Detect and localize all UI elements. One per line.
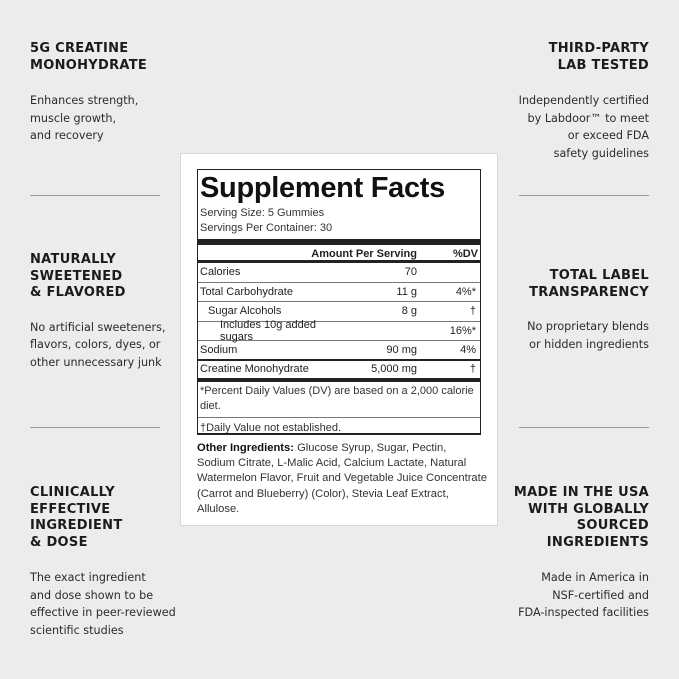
row-amount: 90 mg bbox=[386, 343, 417, 356]
feature-description: Made in America in NSF-certified and FDA-inspected facilities bbox=[518, 571, 649, 620]
facts-title: Supplement Facts bbox=[200, 172, 445, 204]
table-row bbox=[198, 341, 480, 361]
row-dv: 16%* bbox=[449, 324, 476, 337]
feature-title: 5G CREATINE MONOHYDRATE bbox=[30, 41, 148, 73]
feature-description: No artificial sweeteners, flavors, colors, dyes, or other unnecessary junk bbox=[30, 320, 166, 369]
supplement-facts-table bbox=[197, 169, 481, 433]
row-label: Total Carbohydrate bbox=[200, 285, 293, 298]
feature-title: MADE IN THE USA WITH GLOBALLY SOURCED INGREDIENTS bbox=[513, 485, 649, 550]
feature-title: NATURALLY SWEETENED & FLAVORED bbox=[30, 252, 126, 300]
row-amount: 11 g bbox=[396, 285, 417, 298]
other-ingredients-text: Glucose Syrup, Sugar, Pectin, Sodium Citrate, L-Malic Acid, Calcium Lactate, Natural Watermelon Flavor, Fruit and Vegetable Juice Concentrate (Carrot and Blueberry) (Color), Stevia Leaf Extract, Allulose. bbox=[197, 442, 487, 515]
row-label: Sugar Alcohols bbox=[208, 305, 282, 318]
feature-description: The exact ingredient and dose shown to be effective in peer-reviewed scientific studies bbox=[30, 571, 176, 638]
table-row bbox=[198, 263, 480, 283]
feature-creatine bbox=[30, 41, 210, 145]
row-label: Sodium bbox=[200, 343, 238, 356]
header-dv: %DV bbox=[452, 248, 478, 260]
serving-size: Serving Size: 5 Gummies bbox=[200, 207, 325, 219]
table-row bbox=[198, 361, 480, 382]
row-label: Creatine Monohydrate bbox=[200, 363, 309, 375]
row-dv: † bbox=[469, 363, 476, 375]
feature-description: Enhances strength, muscle growth, and recovery bbox=[30, 94, 139, 143]
feature-description: Independently certified by Labdoor™ to meet or exceed FDA safety guidelines bbox=[518, 94, 649, 161]
header-amount: Amount Per Serving bbox=[311, 248, 417, 260]
table-row bbox=[198, 318, 480, 343]
facts-bottom-rule bbox=[197, 433, 481, 435]
row-amount: 8 g bbox=[401, 305, 417, 318]
row-amount: 5,000 mg bbox=[371, 363, 417, 375]
row-label: Includes 10g added sugars bbox=[220, 318, 317, 343]
divider bbox=[519, 195, 649, 196]
other-ingredients bbox=[197, 441, 487, 517]
divider bbox=[30, 427, 160, 428]
supplement-facts-panel bbox=[180, 153, 498, 526]
other-ingredients-label: Other Ingredients: bbox=[197, 442, 294, 454]
facts-header-row bbox=[198, 245, 480, 263]
divider bbox=[519, 427, 649, 428]
divider bbox=[30, 195, 160, 196]
row-dv: 4%* bbox=[455, 285, 476, 298]
feature-title: TOTAL LABEL TRANSPARENCY bbox=[529, 268, 649, 300]
row-amount: 70 bbox=[404, 266, 417, 279]
servings-per-container: Servings Per Container: 30 bbox=[200, 222, 333, 234]
table-row bbox=[198, 283, 480, 303]
row-dv: 4% bbox=[460, 343, 476, 356]
feature-description: No proprietary blends or hidden ingredients bbox=[527, 320, 649, 351]
footnote-dagger: †Daily Value not established. bbox=[200, 421, 342, 434]
row-label: Calories bbox=[200, 266, 241, 279]
row-dv: † bbox=[469, 305, 476, 318]
footnote-dv: *Percent Daily Values (DV) are based on a 2,000 calorie diet. bbox=[198, 382, 480, 418]
feature-title: CLINICALLY EFFECTIVE INGREDIENT & DOSE bbox=[30, 485, 123, 550]
feature-lab-tested bbox=[469, 41, 649, 163]
feature-title: THIRD-PARTY LAB TESTED bbox=[548, 41, 649, 73]
